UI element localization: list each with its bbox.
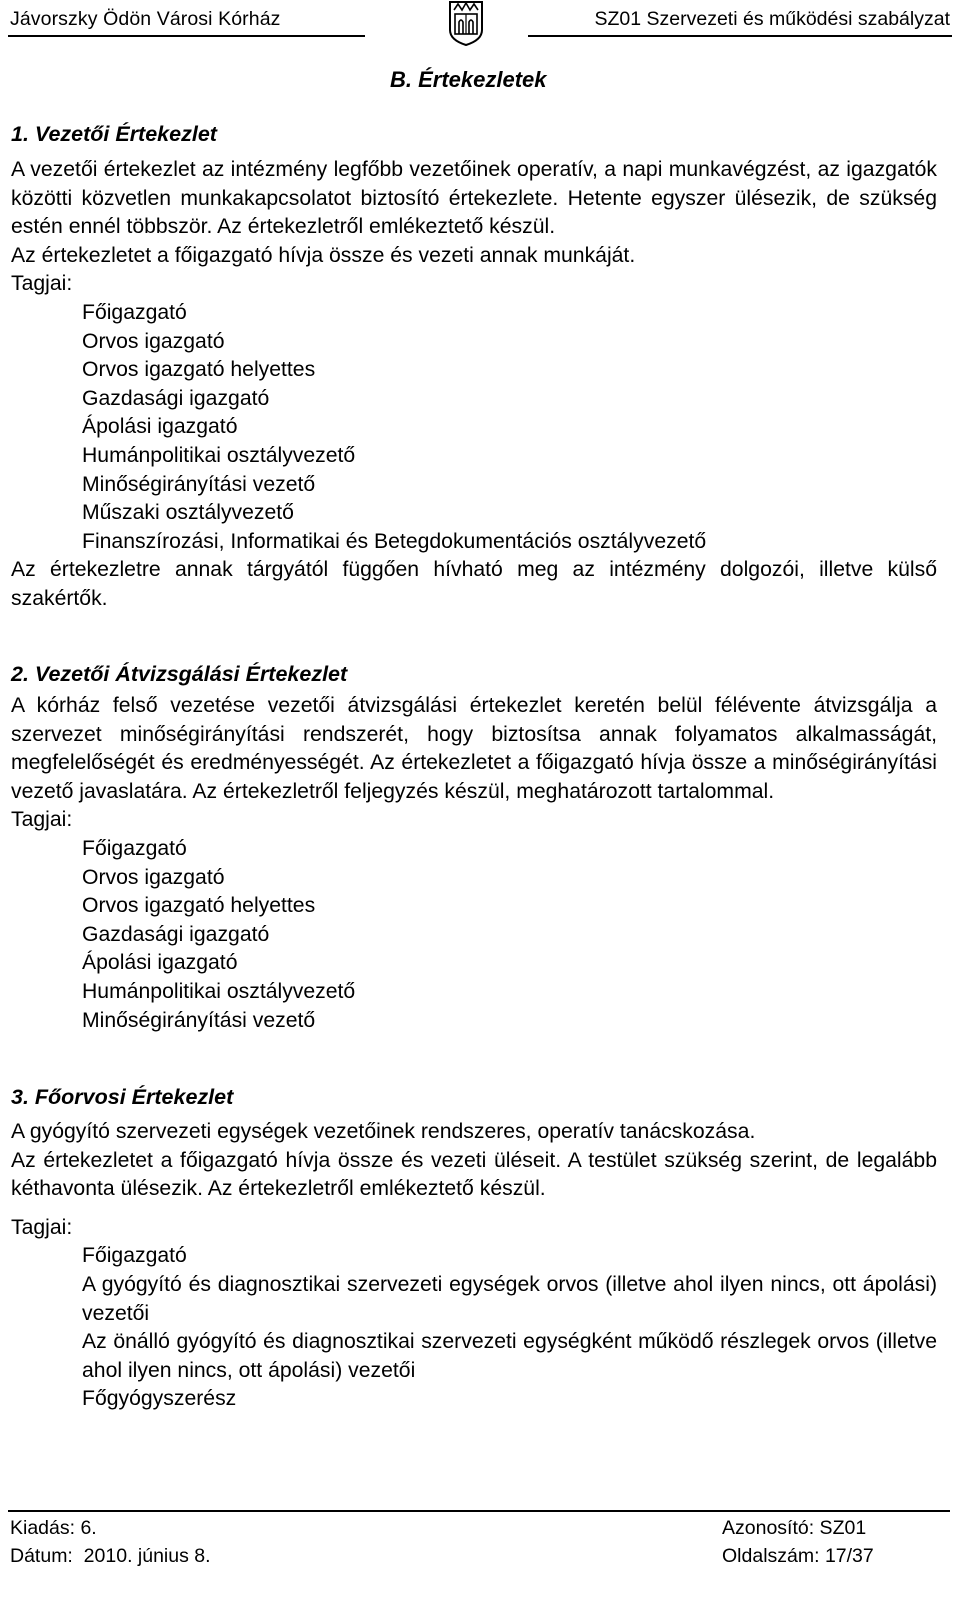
header-institution: Jávorszky Ödön Városi Kórház	[10, 8, 281, 30]
list-item: Főgyógyszerész	[82, 1387, 237, 1411]
list-item: Orvos igazgató	[82, 329, 225, 353]
footer-rule	[8, 1510, 950, 1512]
list-item: Ápolási igazgató	[82, 951, 238, 975]
footer-date: Dátum: 2010. június 8.	[10, 1545, 211, 1567]
list-item: Orvos igazgató helyettes	[82, 894, 316, 918]
list-item: Főigazgató	[82, 836, 187, 860]
section-3-members-list	[11, 1242, 937, 1414]
section-1-paragraph-3: Az értekezletre annak tárgyától függően hívható meg az intézmény dolgozói, illetve külső szakértők.	[11, 558, 937, 610]
list-item: Orvos igazgató helyettes	[82, 358, 316, 382]
section-3-body	[11, 1118, 937, 1414]
section-3	[11, 1083, 937, 1112]
section-2-body	[11, 692, 937, 1035]
section-2-heading: 2. Vezetői Átvizsgálási Értekezlet	[11, 662, 348, 686]
section-3-paragraph-2: Az értekezletet a főigazgató hívja össze és vezeti üléseit. A testület szükség szerint, de legalább kéthavonta ülésezik. Az értekezletről emlékeztető készül.	[11, 1148, 937, 1201]
section-1-members-list	[11, 299, 937, 556]
section-3-members-label: Tagjai:	[11, 1215, 73, 1239]
section-2-members-label: Tagjai:	[11, 808, 73, 832]
footer-page-number: Oldalszám: 17/37	[722, 1545, 874, 1567]
list-item: Az önálló gyógyító és diagnosztikai szervezeti egységként működő részlegek orvos (illetve ahol ilyen nincs, ott ápolási) vezetői	[82, 1330, 937, 1382]
footer-issue: Kiadás: 6.	[10, 1517, 97, 1539]
section-2	[11, 660, 937, 689]
list-item: Gazdasági igazgató	[82, 386, 270, 410]
list-item: Ápolási igazgató	[82, 415, 238, 439]
list-item: Főigazgató	[82, 300, 187, 324]
header-rule-right	[528, 35, 952, 37]
section-3-paragraph-1: A gyógyító szervezeti egységek vezetőinek rendszeres, operatív tanácskozása.	[11, 1120, 756, 1143]
section-1-paragraph-2: Az értekezletet a főigazgató hívja össze és vezeti annak munkáját.	[11, 243, 636, 267]
list-item: Műszaki osztályvezető	[82, 501, 294, 525]
section-title: B. Értekezletek	[390, 67, 547, 92]
header-document-title: SZ01 Szervezeti és működési szabályzat	[594, 8, 950, 30]
list-item: A gyógyító és diagnosztikai szervezeti egységek orvos (illetve ahol ilyen nincs, ott ápolási) vezetői	[82, 1272, 937, 1325]
list-item: Humánpolitikai osztályvezető	[82, 979, 356, 1003]
list-item: Minőségirányítási vezető	[82, 1008, 316, 1032]
header-rule-left	[8, 35, 365, 37]
footer-document-id: Azonosító: SZ01	[722, 1517, 867, 1539]
list-item: Gazdasági igazgató	[82, 922, 270, 946]
section-1-body	[11, 156, 937, 614]
section-1-paragraph-1: A vezetői értekezlet az intézmény legfőbb vezetőinek operatív, a napi munkavégzést, az igazgatók közötti közvetlen munkakapcsolatot biztosító értekezlete. Hetente egyszer ülésezik, de szükség estén ennél többször. Az értekezletről emlékeztető készül.	[11, 158, 937, 239]
list-item: Humánpolitikai osztályvezető	[82, 443, 356, 467]
list-item: Finanszírozási, Informatikai és Betegdokumentációs osztályvezető	[82, 529, 707, 553]
hospital-crest-icon	[446, 0, 486, 46]
section-2-members-list	[11, 835, 937, 1035]
section-1	[11, 120, 937, 149]
section-1-heading: 1. Vezetői Értekezlet	[11, 122, 217, 146]
list-item: Főigazgató	[82, 1244, 187, 1268]
section-3-heading: 3. Főorvosi Értekezlet	[11, 1085, 234, 1109]
list-item: Orvos igazgató	[82, 865, 225, 889]
list-item: Minőségirányítási vezető	[82, 472, 316, 496]
section-2-paragraph-1: A kórház felső vezetése vezetői átvizsgálási értekezlet keretén belül félévente átvizsgálja a szervezet minőségirányítási rendszerét, hogy biztosítsa annak folyamatos alkalmasságát, megfelelőségét és eredményességét. Az értekezletet a főigazgató hívja össze a minőségirányítási vezető javaslatára. Az értekezletről feljegyzés készül, meghatározott tartalommal.	[11, 694, 937, 803]
section-1-members-label: Tagjai:	[11, 272, 73, 296]
